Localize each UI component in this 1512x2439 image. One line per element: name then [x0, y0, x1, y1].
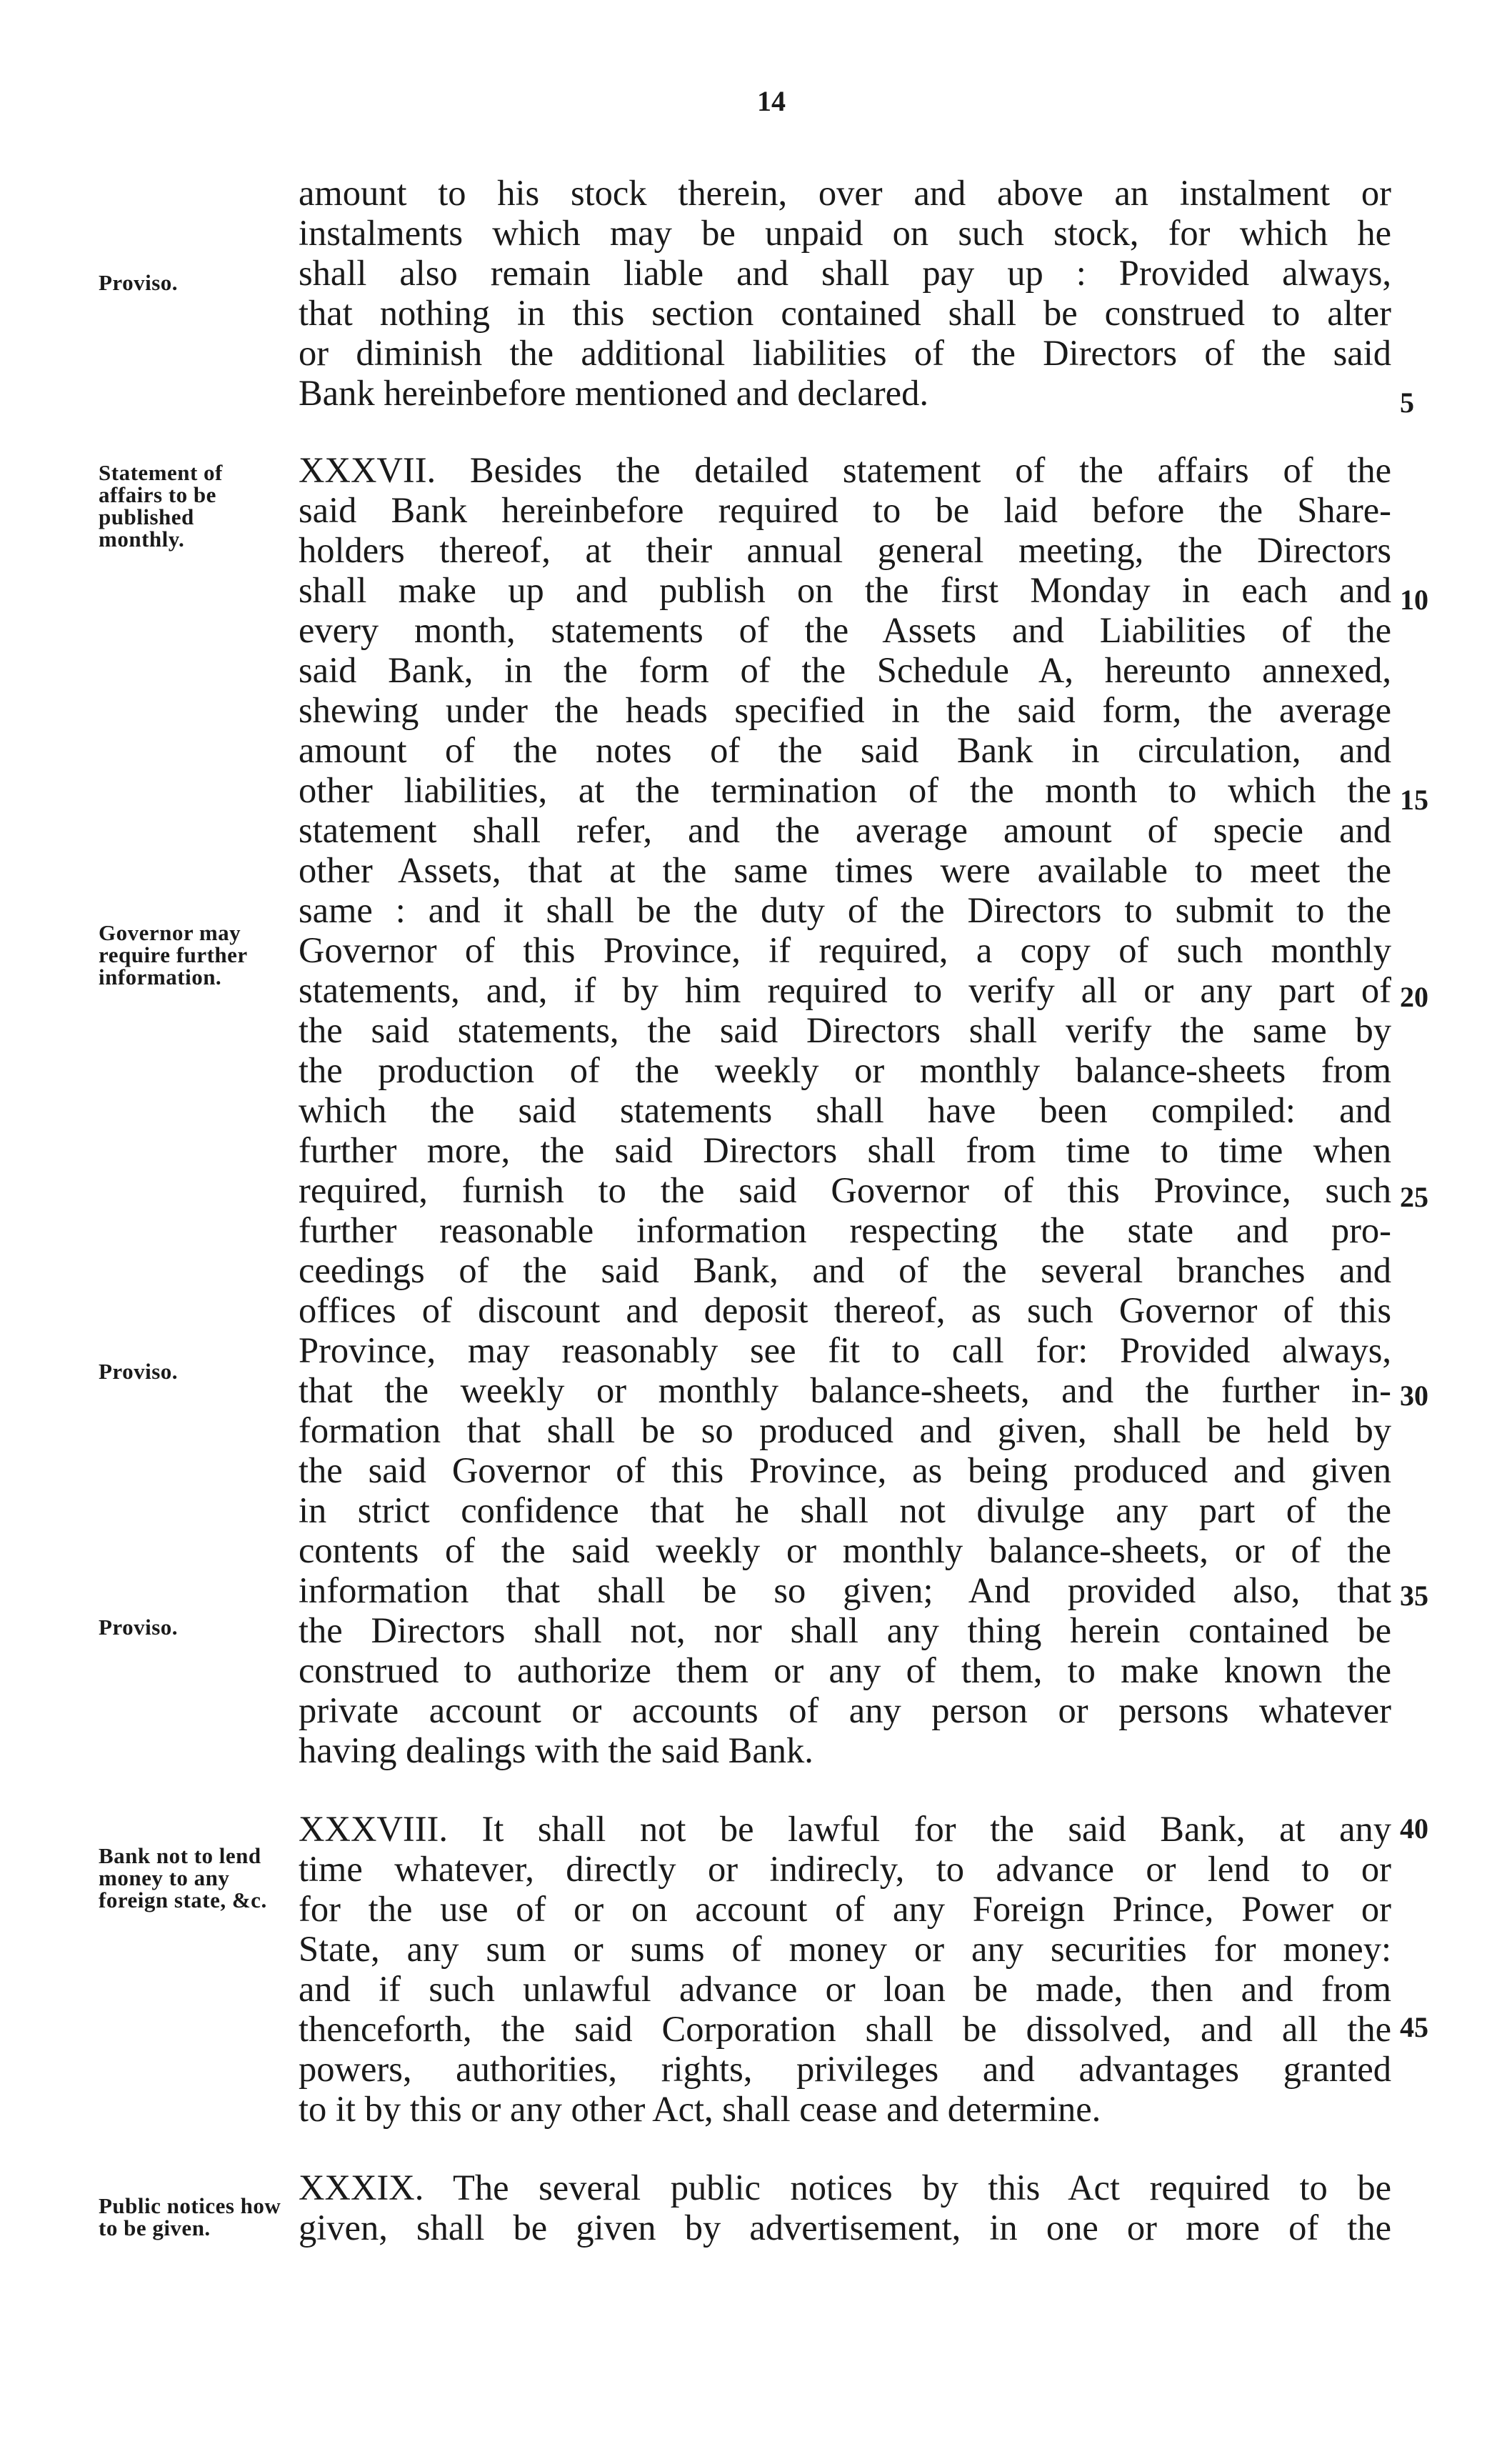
body-line: time whatever, directly or indirecly, to advance or lend to or [299, 1849, 1391, 1889]
body-line: holders thereof, at their annual general meeting, the Directors [299, 530, 1391, 570]
body-line: Governor of this Province, if required, a copy of such monthly [299, 930, 1391, 970]
page-number: 14 [757, 85, 786, 117]
body-line: further more, the said Directors shall from time to time when [299, 1130, 1391, 1170]
body-line: the said Governor of this Province, as being produced and given [299, 1450, 1391, 1490]
body-line: for the use of or on account of any Foreign Prince, Power or [299, 1889, 1391, 1929]
line-number: 15 [1400, 784, 1428, 816]
body-line: that the weekly or monthly balance-sheets, and the further in- [299, 1370, 1391, 1410]
line-number: 45 [1400, 2011, 1428, 2043]
body-line: the said statements, the said Directors shall verify the same by [299, 1010, 1391, 1050]
body-line: same : and it shall be the duty of the Directors to submit to the [299, 890, 1391, 930]
section-heading-line: XXXVII. Besides the detailed statement of the affairs of the [299, 450, 1391, 490]
body-line: which the said statements shall have been compiled: and [299, 1090, 1391, 1130]
body-line: statement shall refer, and the average amount of specie and [299, 810, 1391, 850]
body-line: thenceforth, the said Corporation shall be dissolved, and all the [299, 2009, 1391, 2049]
body-line: further reasonable information respecting the state and pro- [299, 1210, 1391, 1250]
body-line: statements, and, if by him required to verify all or any part of [299, 970, 1391, 1010]
body-line: having dealings with the said Bank. [299, 1730, 813, 1770]
line-number: 25 [1400, 1181, 1428, 1213]
body-line: and if such unlawful advance or loan be made, then and from [299, 1969, 1391, 2009]
body-line: amount to his stock therein, over and above an instalment or [299, 173, 1391, 213]
body-line: the Directors shall not, nor shall any thing herein contained be [299, 1610, 1391, 1650]
body-line: offices of discount and deposit thereof, as such Governor of this [299, 1290, 1391, 1330]
margin-note-governor-information: Governor may require further information. [99, 920, 248, 989]
body-line: Bank hereinbefore mentioned and declared. [299, 373, 928, 413]
line-number: 40 [1400, 1812, 1428, 1845]
body-line: or diminish the additional liabilities of the Directors of the said [299, 333, 1391, 373]
body-line: formation that shall be so produced and given, shall be held by [299, 1410, 1391, 1450]
section-heading-line: XXXVIII. It shall not be lawful for the said Bank, at any [299, 1809, 1391, 1849]
body-line: powers, authorities, rights, privileges and advantages granted [299, 2049, 1391, 2089]
line-number: 5 [1400, 386, 1414, 419]
line-number: 30 [1400, 1380, 1428, 1412]
line-number: 35 [1400, 1580, 1428, 1612]
body-line: to it by this or any other Act, shall cease and determine. [299, 2089, 1101, 2129]
body-line: shewing under the heads specified in the said form, the average [299, 690, 1391, 730]
body-line: shall also remain liable and shall pay up : Provided always, [299, 253, 1391, 293]
margin-note-proviso: Proviso. [99, 1615, 179, 1640]
body-line: that nothing in this section contained shall be construed to alter [299, 293, 1391, 333]
body-line: other liabilities, at the termination of the month to which the [299, 770, 1391, 810]
body-line: other Assets, that at the same times were available to meet the [299, 850, 1391, 890]
body-line: in strict confidence that he shall not divulge any part of the [299, 1490, 1391, 1530]
margin-note-statement-of-affairs: Statement of affairs to be published monthly. [99, 460, 223, 552]
margin-note-proviso: Proviso. [99, 1359, 179, 1384]
body-line: amount of the notes of the said Bank in circulation, and [299, 730, 1391, 770]
section-heading-line: XXXIX. The several public notices by this Act required to be [299, 2168, 1391, 2208]
body-line: private account or accounts of any person or persons whatever [299, 1690, 1391, 1730]
body-line: ceedings of the said Bank, and of the several branches and [299, 1250, 1391, 1290]
body-line: State, any sum or sums of money or any securities for money: [299, 1929, 1391, 1969]
body-line: instalments which may be unpaid on such stock, for which he [299, 213, 1391, 253]
body-line: information that shall be so given; And provided also, that [299, 1570, 1391, 1610]
body-line: Province, may reasonably see fit to call for: Provided always, [299, 1330, 1391, 1370]
margin-note-public-notices: Public notices how to be given. [99, 2193, 281, 2240]
body-line: required, furnish to the said Governor of this Province, such [299, 1170, 1391, 1210]
margin-note-foreign-state: Bank not to lend money to any foreign state, &c. [99, 1843, 267, 1912]
body-line: said Bank hereinbefore required to be laid before the Share- [299, 490, 1391, 530]
body-line: construed to authorize them or any of them, to make known the [299, 1650, 1391, 1690]
margin-note-proviso: Proviso. [99, 270, 179, 295]
body-line: the production of the weekly or monthly balance-sheets from [299, 1050, 1391, 1090]
body-line: contents of the said weekly or monthly balance-sheets, or of the [299, 1530, 1391, 1570]
body-line: shall make up and publish on the first Monday in each and [299, 570, 1391, 610]
body-line: given, shall be given by advertisement, in one or more of the [299, 2208, 1391, 2248]
body-line: said Bank, in the form of the Schedule A, hereunto annexed, [299, 650, 1391, 690]
line-number: 20 [1400, 981, 1428, 1013]
line-number: 10 [1400, 584, 1428, 616]
body-line: every month, statements of the Assets and Liabilities of the [299, 610, 1391, 650]
